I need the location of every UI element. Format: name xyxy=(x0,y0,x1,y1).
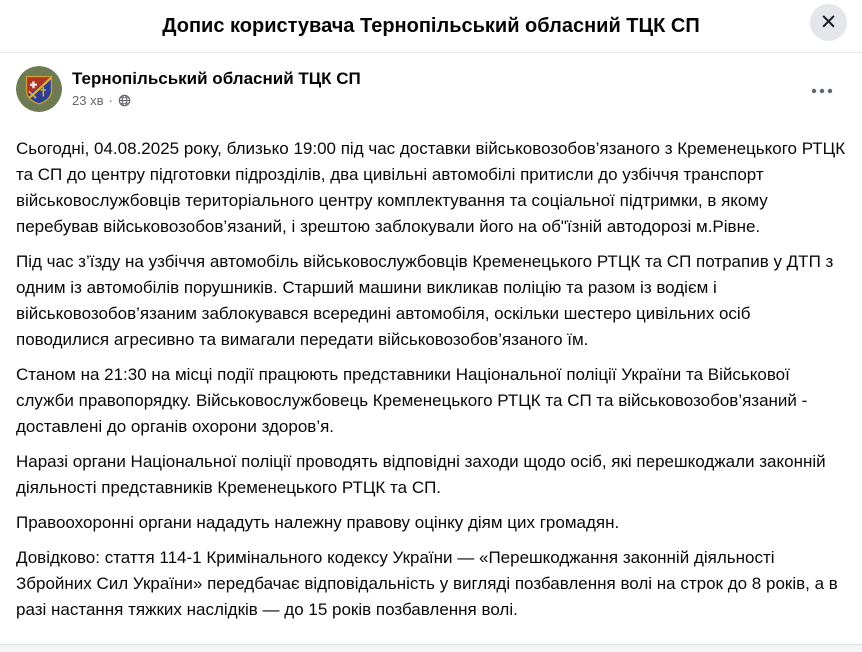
post-paragraph: Довідково: стаття 114-1 Кримінального кодексу України — «Перешкоджання законній діяльності Збройних Сил України» передбачає відповідальність у вигляді позбавлення волі на строк до 8 років, а в разі настання тяжких наслідків — до 15 років позбавлення волі. xyxy=(16,548,838,619)
post-meta xyxy=(72,93,804,108)
author-name[interactable]: Тернопільський обласний ТЦК СП xyxy=(72,69,361,88)
author-block xyxy=(72,66,804,108)
more-icon xyxy=(810,86,834,96)
close-icon: ✕ xyxy=(819,11,838,34)
post-paragraph: Станом на 21:30 на місці події працюють представники Національної поліції України та Військової служби правопорядку. Військовослужбовець Кременецького РТЦК та СП та військовозобов’язаний - доставлені до органів охорони здоров’я. xyxy=(16,365,808,436)
post-paragraph: Під час з’їзду на узбіччя автомобіль військовослужбовців Кременецького РТЦК та СП потрапив у ДТП з одним із автомобілів порушників. Старший машини викликав поліцію та разом із водієм і військовозобов’язаним заблокувався всередині автомобіля, оскільки шестеро цивільних осіб поводилися агресивно та вимагали передати військовозобов’язаного їм. xyxy=(16,252,834,349)
bottom-divider xyxy=(0,644,862,652)
globe-icon xyxy=(118,94,131,107)
post-header xyxy=(0,53,862,118)
more-options-button[interactable] xyxy=(804,78,840,105)
timestamp[interactable]: 23 хв xyxy=(72,93,104,109)
unit-emblem-icon xyxy=(16,66,62,112)
post-paragraph: Правоохоронні органи нададуть належну правову оцінку діям цих громадян. xyxy=(16,513,620,532)
post-body xyxy=(0,118,862,638)
avatar[interactable] xyxy=(16,66,62,112)
modal-header xyxy=(0,0,862,53)
modal-title: Допис користувача Тернопільський обласний ТЦК СП xyxy=(162,14,700,37)
post-paragraph: Сьогодні, 04.08.2025 року, близько 19:00 під час доставки військовозобов’язаного з Кременецького РТЦК та СП до центру підготовки підрозділів, два цивільні автомобілі притисли до узбіччя транспорт військовослужбовців територіального центру комплектування та соціальної підтримки, в якому перебував військовозобов’язаний, і зрештою заблокували його на об"їзній автодорозі м.Рівне. xyxy=(16,139,846,236)
post xyxy=(0,53,862,638)
post-paragraph: Наразі органи Національної поліції проводять відповідні заходи щодо осіб, які перешкоджали законній діяльності представників Кременецького РТЦК та СП. xyxy=(16,452,826,497)
meta-separator: · xyxy=(108,93,113,109)
close-button[interactable] xyxy=(810,4,847,41)
